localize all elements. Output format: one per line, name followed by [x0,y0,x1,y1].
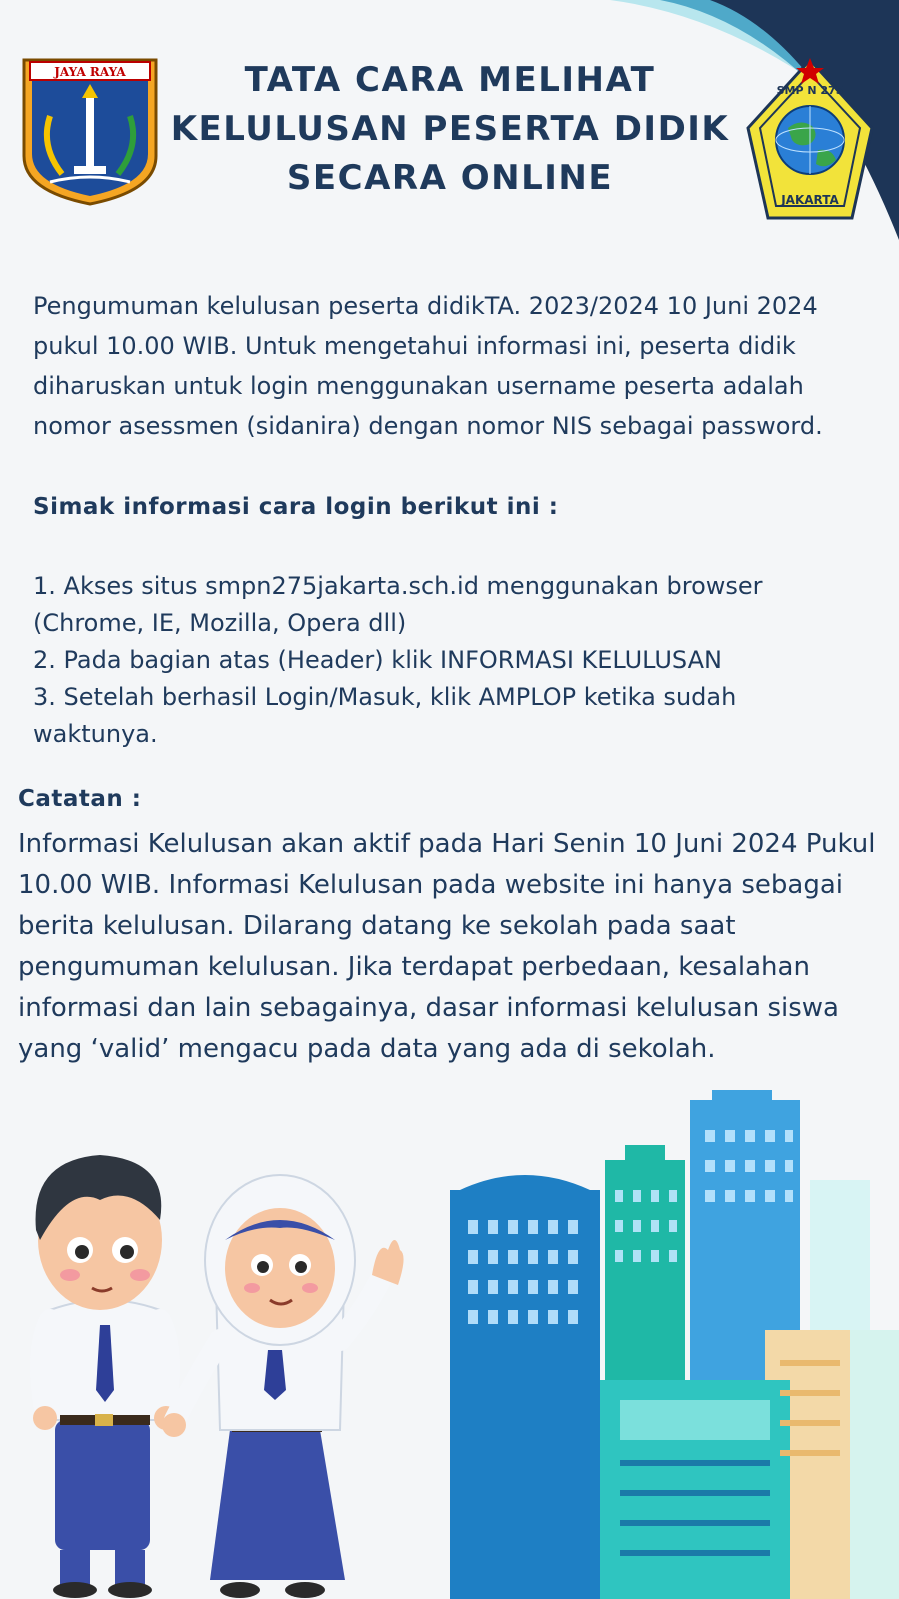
students-buildings-illustration [0,1090,899,1599]
jaya-raya-logo [20,56,160,206]
logo-right-bottom-text: JAKARTA [781,193,839,207]
title-line-1: TATA CARA MELIHAT [244,60,656,100]
title-line-2: KELULUSAN PESERTA DIDIK [170,109,730,149]
step-item: 1. Akses situs smpn275jakarta.sch.id menggunakan browser (Chrome, IE, Mozilla, Opera dll) [33,572,763,637]
login-steps-heading: Simak informasi cara login berikut ini : [33,494,559,520]
logo-left-text: JAYA RAYA [54,65,126,79]
page-title [160,56,740,203]
girl-student-graphic [162,1175,404,1598]
smpn-275-logo [740,52,880,224]
logo-right-top-text: SMP N 275 [776,84,844,97]
catatan-heading: Catatan : [18,786,142,812]
step-item: 3. Setelah berhasil Login/Masuk, klik AMPLOP ketika sudah waktunya. [33,683,737,748]
login-steps-list [33,568,863,753]
catatan-body: Informasi Kelulusan akan aktif pada Hari Senin 10 Juni 2024 Pukul 10.00 WIB. Informasi Kelulusan pada website ini hanya sebagai berita kelulusan. Dilarang datang ke sekolah pada saat pengumuman kelulusan. Jika terdapat perbedaan, kesalahan informasi dan lain sebagainya, dasar informasi kelulusan siswa yang ‘valid’ mengacu pada data yang ada di sekolah. [18,829,876,1064]
intro-paragraph: Pengumuman kelulusan peserta didikTA. 2023/2024 10 Juni 2024 pukul 10.00 WIB. Untuk mengetahui informasi ini, peserta didik diharuskan untuk login menggunakan username peserta adalah nomor asessmen (sidanira) dengan nomor NIS sebagai password. [33,292,823,440]
step-item: 2. Pada bagian atas (Header) klik INFORMASI KELULUSAN [33,646,722,674]
boy-student-graphic [33,1155,178,1598]
buildings-graphic [450,1090,899,1599]
title-line-3: SECARA ONLINE [286,158,614,198]
